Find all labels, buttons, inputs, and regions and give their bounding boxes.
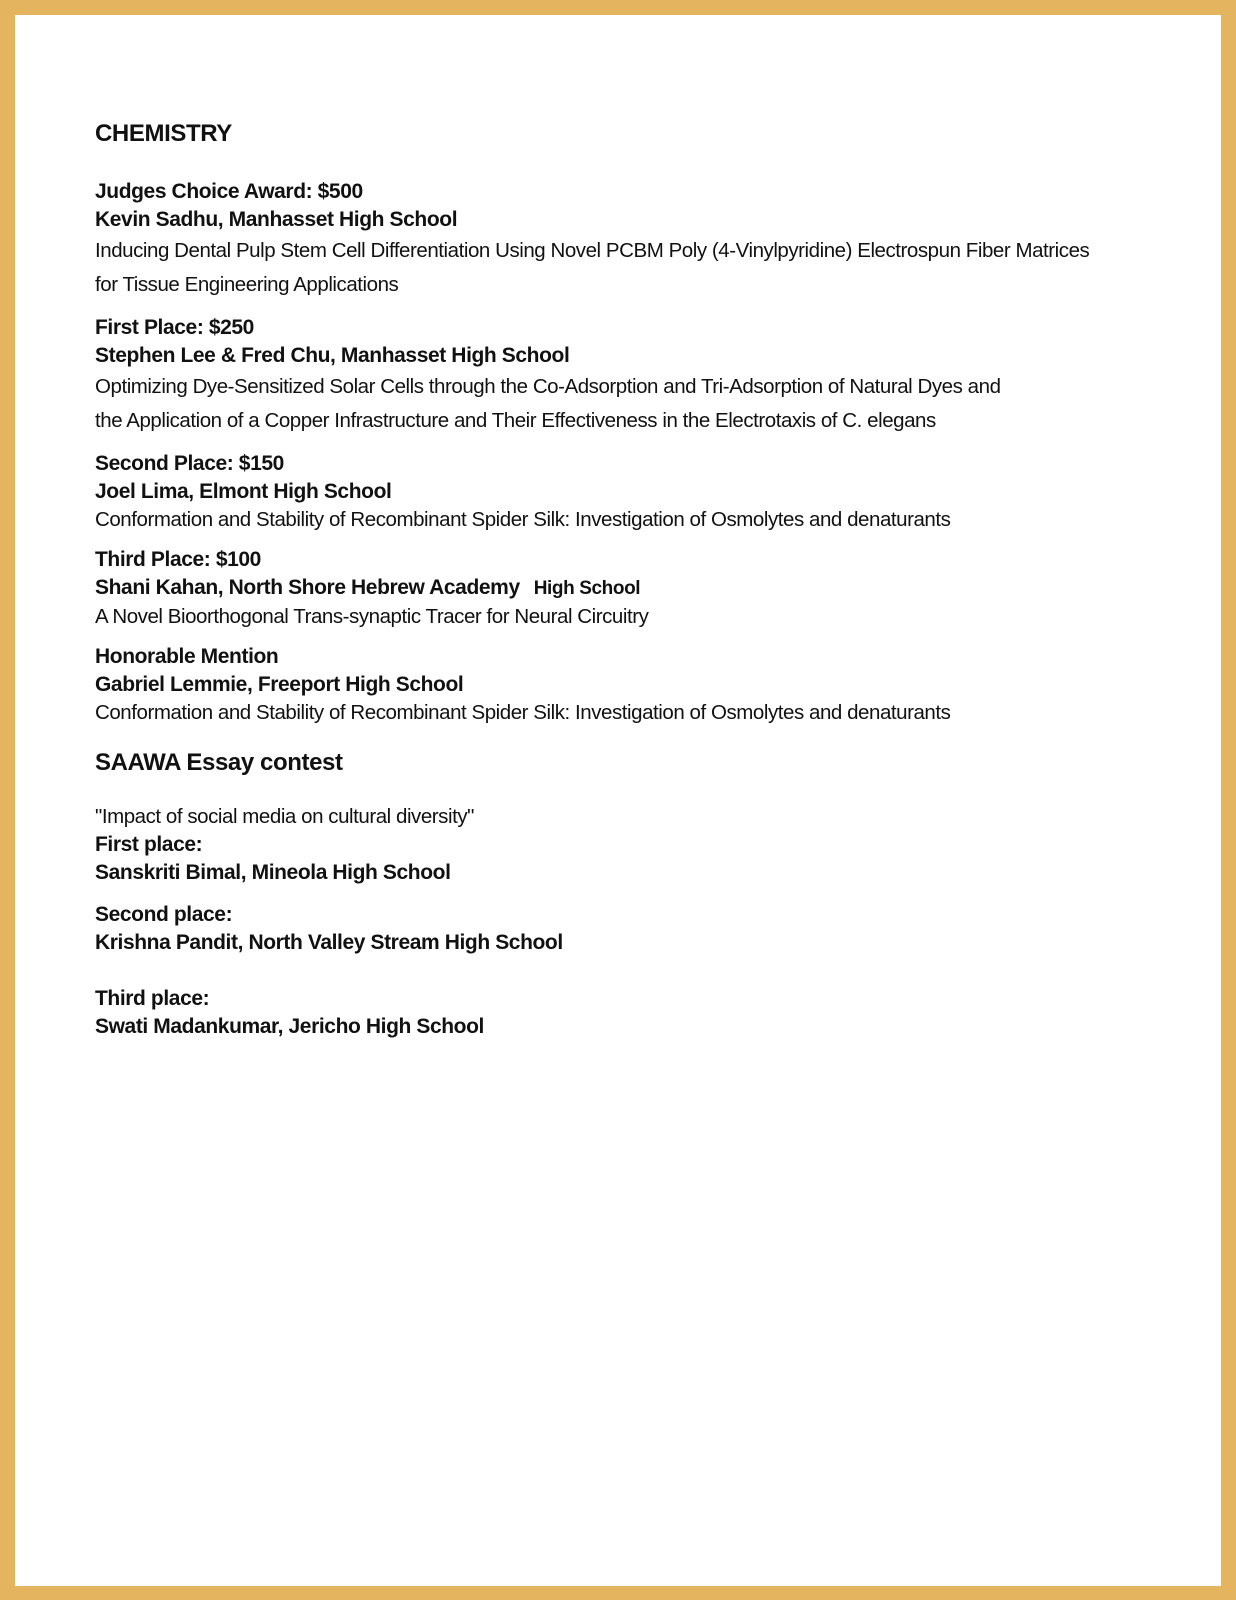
essay-place-label: Third place: — [95, 987, 210, 1010]
essay-topic: "Impact of social media on cultural diversity" — [95, 805, 474, 828]
award-winner: Shani Kahan, North Shore Hebrew Academy — [95, 576, 520, 599]
essay-third-place — [95, 985, 1115, 1041]
project-title: Conformation and Stability of Recombinant Spider Silk: Investigation of Osmolytes and denaturants — [95, 701, 951, 724]
award-winner-row — [95, 574, 1115, 603]
award-label: Honorable Mention — [95, 645, 279, 668]
essay-contest-heading: SAAWA Essay contest — [95, 749, 343, 776]
award-label: Judges Choice Award: $500 — [95, 180, 363, 203]
essay-place-label: Second place: — [95, 903, 233, 926]
project-title: A Novel Bioorthogonal Trans-synaptic Tracer for Neural Circuitry — [95, 605, 649, 628]
project-title-line: Inducing Dental Pulp Stem Cell Differentiation Using Novel PCBM Poly (4-Vinylpyridine) Electrospun Fiber Matrices — [95, 239, 1090, 262]
award-label: Second Place: $150 — [95, 452, 284, 475]
document-content — [95, 118, 1115, 1055]
award-winner-suffix: High School — [533, 578, 641, 599]
project-title-line: Optimizing Dye-Sensitized Solar Cells through the Co-Adsorption and Tri-Adsorption of Natural Dyes and — [95, 375, 1001, 398]
project-title-line: the Application of a Copper Infrastructure and Their Effectiveness in the Electrotaxis of C. elegans — [95, 409, 936, 432]
award-judges-choice — [95, 178, 1115, 302]
project-title: Conformation and Stability of Recombinant Spider Silk: Investigation of Osmolytes and denaturants — [95, 508, 951, 531]
award-winner: Stephen Lee & Fred Chu, Manhasset High School — [95, 344, 570, 367]
essay-second-place — [95, 901, 1115, 957]
award-winner: Kevin Sadhu, Manhasset High School — [95, 208, 458, 231]
project-title-line: for Tissue Engineering Applications — [95, 273, 399, 296]
chemistry-heading: CHEMISTRY — [95, 120, 232, 147]
essay-first-place — [95, 831, 1115, 887]
award-winner: Joel Lima, Elmont High School — [95, 480, 392, 503]
award-third-place — [95, 546, 1115, 631]
award-first-place — [95, 314, 1115, 438]
award-label: Third Place: $100 — [95, 548, 261, 571]
essay-winner: Krishna Pandit, North Valley Stream High School — [95, 931, 563, 954]
essay-winner: Sanskriti Bimal, Mineola High School — [95, 861, 451, 884]
award-winner: Gabriel Lemmie, Freeport High School — [95, 673, 464, 696]
award-label: First Place: $250 — [95, 316, 254, 339]
award-honorable-mention — [95, 643, 1115, 727]
essay-place-label: First place: — [95, 833, 203, 856]
essay-winner: Swati Madankumar, Jericho High School — [95, 1015, 484, 1038]
award-second-place — [95, 450, 1115, 534]
